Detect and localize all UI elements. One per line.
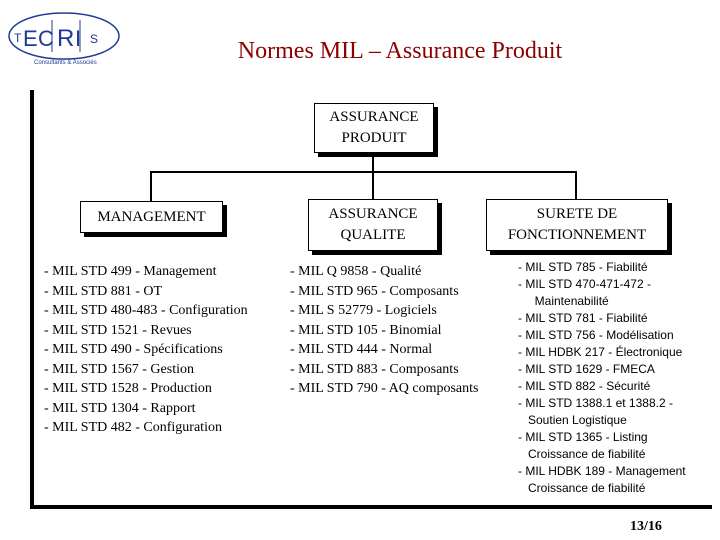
logo-letter: R bbox=[57, 25, 75, 52]
node-label: QUALITE bbox=[340, 227, 406, 243]
list-item: - MIL STD 781 - Fiabilité bbox=[518, 311, 648, 325]
list-item: - MIL STD 482 - Configuration bbox=[44, 420, 222, 435]
list-item: - MIL STD 1365 - Listing bbox=[518, 430, 648, 444]
logo-letter: E bbox=[23, 26, 38, 51]
node-management bbox=[80, 201, 223, 233]
list-item: - MIL HDBK 189 - Management bbox=[518, 464, 686, 478]
logo-letter: C bbox=[38, 26, 54, 51]
list-item: Croissance de fiabilité bbox=[518, 481, 646, 495]
list-item: Maintenabilité bbox=[518, 294, 609, 308]
connector-surete bbox=[575, 171, 577, 199]
list-item: - MIL STD 883 - Composants bbox=[290, 361, 459, 377]
frame-left-border bbox=[30, 90, 34, 508]
qualite-standards-list bbox=[290, 262, 478, 399]
list-item: - MIL STD 1567 - Gestion bbox=[44, 361, 194, 377]
connector-qualite bbox=[372, 171, 374, 199]
connector-management bbox=[150, 171, 152, 201]
list-item: - MIL STD 105 - Binomial bbox=[290, 322, 442, 338]
node-label: PRODUIT bbox=[341, 130, 407, 146]
node-label: MANAGEMENT bbox=[97, 209, 206, 225]
tecris-logo bbox=[6, 6, 126, 68]
list-item: Croissance de fiabilité bbox=[518, 447, 646, 461]
node-assurance-qualite bbox=[308, 199, 438, 251]
list-item: - MIL STD 965 - Composants bbox=[290, 283, 459, 299]
page-title: Normes MIL – Assurance Produit bbox=[237, 38, 563, 64]
frame-bottom-border bbox=[30, 505, 712, 509]
list-item: - MIL STD 790 - AQ composants bbox=[290, 381, 479, 396]
list-item: - MIL STD 882 - Sécurité bbox=[518, 379, 651, 393]
list-item: - MIL STD 1521 - Revues bbox=[44, 322, 192, 338]
list-item: - MIL STD 490 - Spécifications bbox=[44, 342, 223, 357]
management-standards-list bbox=[44, 262, 248, 438]
list-item: - MIL STD 499 - Management bbox=[44, 264, 217, 279]
node-assurance-produit bbox=[314, 103, 434, 153]
node-surete-fonctionnement bbox=[486, 199, 668, 251]
node-label: FONCTIONNEMENT bbox=[507, 227, 647, 243]
list-item: Soutien Logistique bbox=[518, 413, 627, 427]
list-item: - MIL STD 1388.1 et 1388.2 - bbox=[518, 396, 673, 410]
logo-letter: S bbox=[90, 32, 99, 46]
logo-letter: I bbox=[75, 26, 82, 51]
logo-tagline: Consultants & Associés bbox=[34, 60, 97, 66]
connector-horizontal bbox=[150, 171, 577, 173]
list-item: - MIL STD 881 - OT bbox=[44, 283, 163, 299]
list-item: - MIL STD 1304 - Rapport bbox=[44, 400, 196, 416]
list-item: - MIL STD 756 - Modélisation bbox=[518, 328, 674, 342]
connector-root-down bbox=[372, 154, 374, 172]
list-item: - MIL Q 9858 - Qualité bbox=[290, 264, 422, 279]
list-item: - MIL STD 470-471-472 - bbox=[518, 277, 651, 291]
surete-standards-list bbox=[518, 259, 686, 497]
list-item: - MIL S 52779 - Logiciels bbox=[290, 303, 437, 318]
list-item: - MIL STD 785 - Fiabilité bbox=[518, 260, 648, 274]
logo-letter: T bbox=[14, 31, 22, 45]
list-item: - MIL HDBK 217 - Électronique bbox=[518, 345, 683, 359]
node-label: ASSURANCE bbox=[328, 206, 418, 222]
node-label: ASSURANCE bbox=[329, 109, 419, 125]
list-item: - MIL STD 1528 - Production bbox=[44, 381, 212, 396]
node-label: SURETE DE bbox=[536, 206, 618, 222]
list-item: - MIL STD 480-483 - Configuration bbox=[44, 303, 248, 318]
list-item: - MIL STD 1629 - FMECA bbox=[518, 362, 655, 376]
list-item: - MIL STD 444 - Normal bbox=[290, 342, 433, 357]
page-number: 13/16 bbox=[630, 519, 662, 534]
